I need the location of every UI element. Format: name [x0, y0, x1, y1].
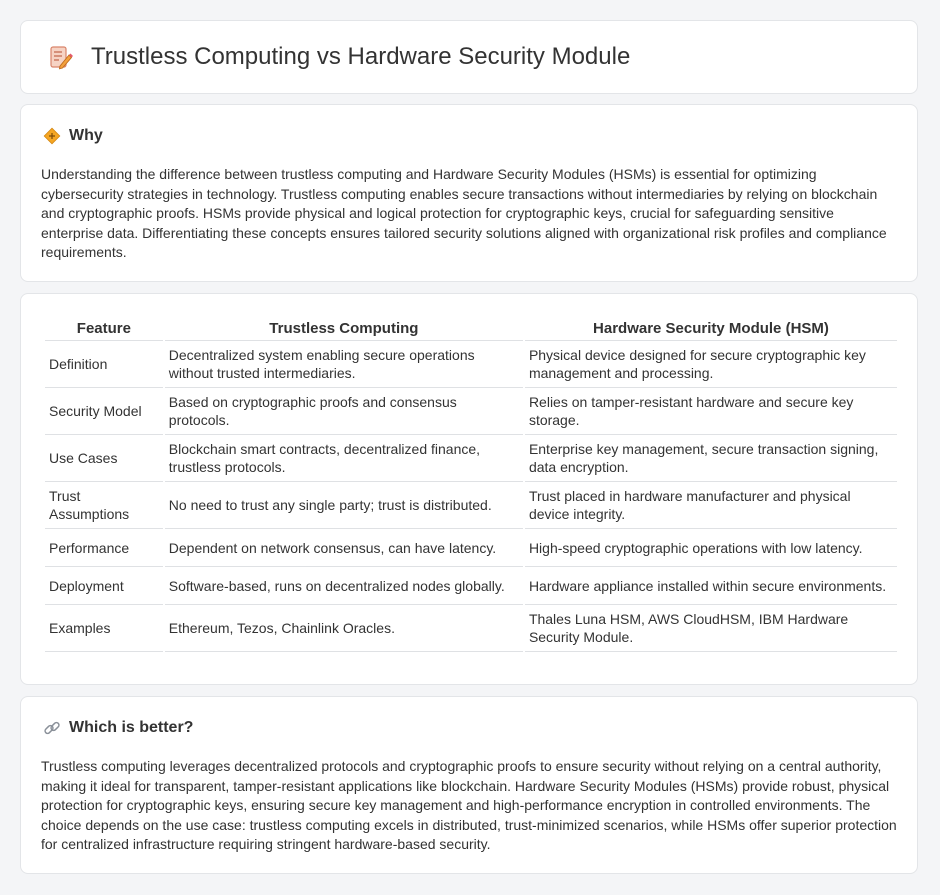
- table-row: [45, 341, 897, 388]
- hsm-cell: Physical device designed for secure cryptographic key management and processing.: [525, 341, 897, 388]
- table-row: [45, 529, 897, 567]
- table-header-row: [45, 314, 897, 341]
- trustless-cell: Based on cryptographic proofs and consensus protocols.: [165, 388, 523, 435]
- table-row: [45, 482, 897, 529]
- feature-cell: Definition: [45, 341, 163, 388]
- hsm-cell: High-speed cryptographic operations with low latency.: [525, 529, 897, 567]
- link-icon: [43, 719, 61, 737]
- diamond-sign-icon: [43, 127, 61, 145]
- header-feature: Feature: [45, 314, 163, 341]
- trustless-cell: Decentralized system enabling secure operations without trusted intermediaries.: [165, 341, 523, 388]
- better-body: Trustless computing leverages decentralized protocols and cryptographic proofs to ensure security without relying on a central authority, making it ideal for transparent, tamper-resistant applications like blockchain. Hardware Security Modules (HSMs) provide robust, physical protection for cryptographic keys, ensuring secure key management and high-performance encryption in controlled environments. The choice depends on the use case: trustless computing excels in distributed, trust-minimized scenarios, while HSMs offer superior protection for centralized infrastructure requiring stringent hardware-based security.: [41, 758, 897, 853]
- feature-cell: Use Cases: [45, 435, 163, 482]
- trustless-cell: No need to trust any single party; trust is distributed.: [165, 482, 523, 529]
- why-body: Understanding the difference between trustless computing and Hardware Security Modules (HSMs) is essential for optimizing cybersecurity strategies in technology. Trustless computing enables secure transactions without intermediaries by relying on blockchain and cryptographic proofs. HSMs provide physical and logical protection for cryptographic keys, crucial for safeguarding sensitive enterprise data. Differentiating these concepts ensures tailored security solutions aligned with organizational risk profiles and compliance requirements.: [41, 166, 887, 261]
- table-row: [45, 435, 897, 482]
- better-title: Which is better?: [69, 719, 194, 736]
- table-row: [45, 605, 897, 652]
- page-title: Trustless Computing vs Hardware Security Module: [91, 43, 631, 70]
- comparison-section: [20, 293, 918, 685]
- why-title: Why: [69, 127, 103, 144]
- feature-cell: Trust Assumptions: [45, 482, 163, 529]
- feature-cell: Deployment: [45, 567, 163, 605]
- trustless-cell: Blockchain smart contracts, decentralized finance, trustless protocols.: [165, 435, 523, 482]
- trustless-cell: Ethereum, Tezos, Chainlink Oracles.: [165, 605, 523, 652]
- hsm-cell: Thales Luna HSM, AWS CloudHSM, IBM Hardware Security Module.: [525, 605, 897, 652]
- why-section: [20, 104, 918, 282]
- why-heading: [43, 127, 103, 145]
- hsm-cell: Enterprise key management, secure transaction signing, data encryption.: [525, 435, 897, 482]
- table-row: [45, 567, 897, 605]
- title-row: [47, 43, 630, 71]
- feature-cell: Security Model: [45, 388, 163, 435]
- table-row: [45, 388, 897, 435]
- comparison-table: [43, 314, 899, 652]
- hsm-cell: Hardware appliance installed within secure environments.: [525, 567, 897, 605]
- hsm-cell: Trust placed in hardware manufacturer and physical device integrity.: [525, 482, 897, 529]
- header-hsm: Hardware Security Module (HSM): [525, 314, 897, 341]
- header-card: [20, 20, 918, 94]
- document-pencil-icon: [47, 44, 73, 70]
- better-heading: [43, 719, 193, 737]
- hsm-cell: Relies on tamper-resistant hardware and secure key storage.: [525, 388, 897, 435]
- which-is-better-section: [20, 696, 918, 874]
- header-trustless: Trustless Computing: [165, 314, 523, 341]
- feature-cell: Examples: [45, 605, 163, 652]
- feature-cell: Performance: [45, 529, 163, 567]
- trustless-cell: Software-based, runs on decentralized nodes globally.: [165, 567, 523, 605]
- trustless-cell: Dependent on network consensus, can have latency.: [165, 529, 523, 567]
